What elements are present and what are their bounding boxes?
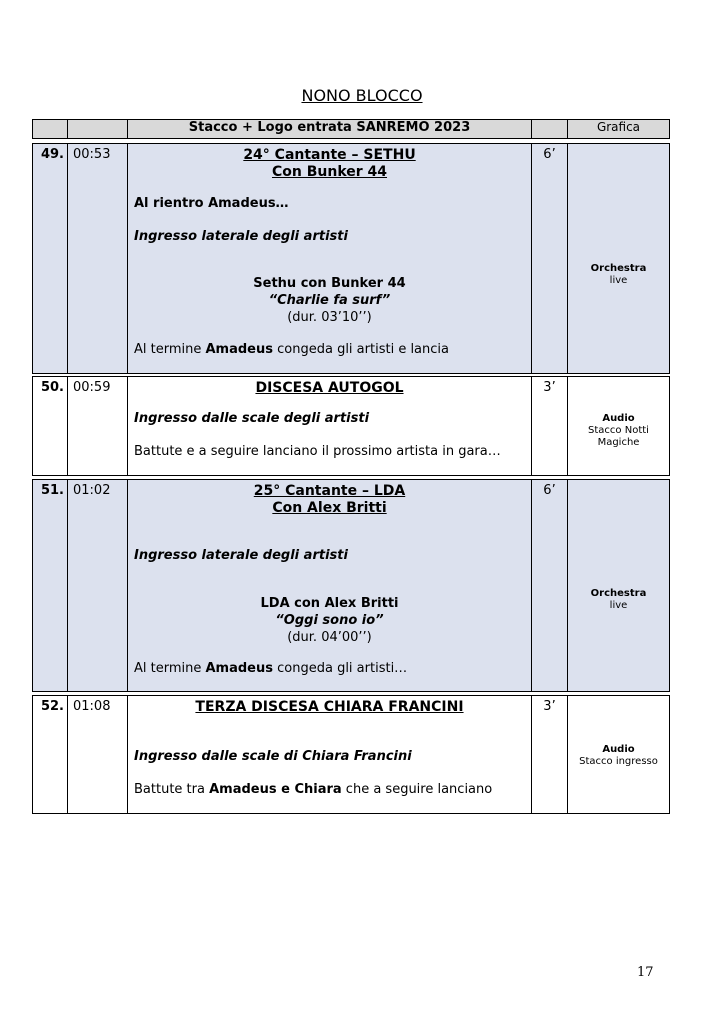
grafica-detail: live <box>609 275 628 286</box>
grafica-detail: live <box>609 600 628 611</box>
row-duration: 6’ <box>532 144 568 374</box>
grafica-type: Orchestra <box>590 588 647 599</box>
closing-text: che a seguire lanciano <box>341 782 493 797</box>
row-title: TERZA DISCESA CHIARA FRANCINI <box>195 699 464 715</box>
row-song: “Oggi sono io” <box>275 613 384 628</box>
closing-text: congeda gli artisti e lancia <box>273 342 449 357</box>
row-title: 24° Cantante – SETHU <box>243 147 416 163</box>
row-ingresso: Ingresso dalle scale di Chiara Francini <box>134 749 412 764</box>
grafica-detail: Stacco Notti <box>588 425 649 436</box>
page-number: 17 <box>637 965 654 980</box>
row-52-table <box>32 695 670 814</box>
closing-bold: Amadeus <box>205 342 273 357</box>
table-row <box>33 377 670 476</box>
header-center: Stacco + Logo entrata SANREMO 2023 <box>128 120 532 139</box>
row-grafica <box>568 144 670 374</box>
closing-bold: Amadeus <box>205 661 273 676</box>
row-performer: LDA con Alex Britti <box>260 596 399 611</box>
grafica-type: Audio <box>602 413 635 424</box>
header-empty-cell <box>33 120 68 139</box>
grafica-type: Orchestra <box>590 263 647 274</box>
row-time: 01:02 <box>68 480 128 692</box>
row-title-line2: Con Alex Britti <box>272 500 387 516</box>
table-row <box>33 144 670 374</box>
row-content <box>128 480 532 692</box>
header-grafica: Grafica <box>568 120 670 139</box>
row-grafica <box>568 377 670 476</box>
closing-bold: Amadeus e Chiara <box>209 782 342 797</box>
table-row <box>33 696 670 814</box>
row-duration: 6’ <box>532 480 568 692</box>
row-intro: Al rientro Amadeus… <box>134 196 289 211</box>
row-closing <box>128 782 531 797</box>
row-49-table <box>32 143 670 374</box>
row-title-line2: Con Bunker 44 <box>271 164 388 180</box>
row-content <box>128 144 532 374</box>
row-ingresso: Ingresso laterale degli artisti <box>134 548 348 563</box>
table-row <box>33 480 670 692</box>
block-title: NONO BLOCCO <box>301 86 423 105</box>
row-number: 49. <box>33 144 68 374</box>
header-table <box>32 119 670 139</box>
grafica-detail: Magiche <box>597 437 640 448</box>
row-song: “Charlie fa surf” <box>268 293 391 308</box>
row-title: 25° Cantante – LDA <box>253 483 406 499</box>
closing-text: congeda gli artisti… <box>273 661 408 676</box>
row-content <box>128 696 532 814</box>
grafica-type: Audio <box>602 744 635 755</box>
grafica-detail: Stacco ingresso <box>579 756 658 767</box>
row-ingresso: Ingresso dalle scale degli artisti <box>134 411 370 426</box>
row-grafica <box>568 480 670 692</box>
header-empty-cell <box>532 120 568 139</box>
row-time: 01:08 <box>68 696 128 814</box>
closing-text: Al termine <box>134 342 206 357</box>
row-ingresso: Ingresso laterale degli artisti <box>134 229 348 244</box>
row-closing: Battute e a seguire lanciano il prossimo artista in gara… <box>134 444 501 459</box>
row-number: 50. <box>33 377 68 476</box>
row-number: 51. <box>33 480 68 692</box>
row-grafica <box>568 696 670 814</box>
closing-text: Battute tra <box>134 782 210 797</box>
row-duration: 3’ <box>532 696 568 814</box>
row-50-table <box>32 376 670 476</box>
row-closing <box>128 342 531 357</box>
header-empty-cell <box>68 120 128 139</box>
row-time: 00:53 <box>68 144 128 374</box>
row-51-table <box>32 479 670 692</box>
row-content <box>128 377 532 476</box>
row-closing <box>128 661 531 676</box>
row-song-duration: (dur. 03’10’’) <box>287 310 372 325</box>
header-row <box>33 120 670 139</box>
row-song-duration: (dur. 04’00’’) <box>287 630 372 645</box>
closing-text: Al termine <box>134 661 206 676</box>
row-title: DISCESA AUTOGOL <box>255 380 404 396</box>
row-time: 00:59 <box>68 377 128 476</box>
row-duration: 3’ <box>532 377 568 476</box>
row-number: 52. <box>33 696 68 814</box>
row-performer: Sethu con Bunker 44 <box>253 276 406 291</box>
